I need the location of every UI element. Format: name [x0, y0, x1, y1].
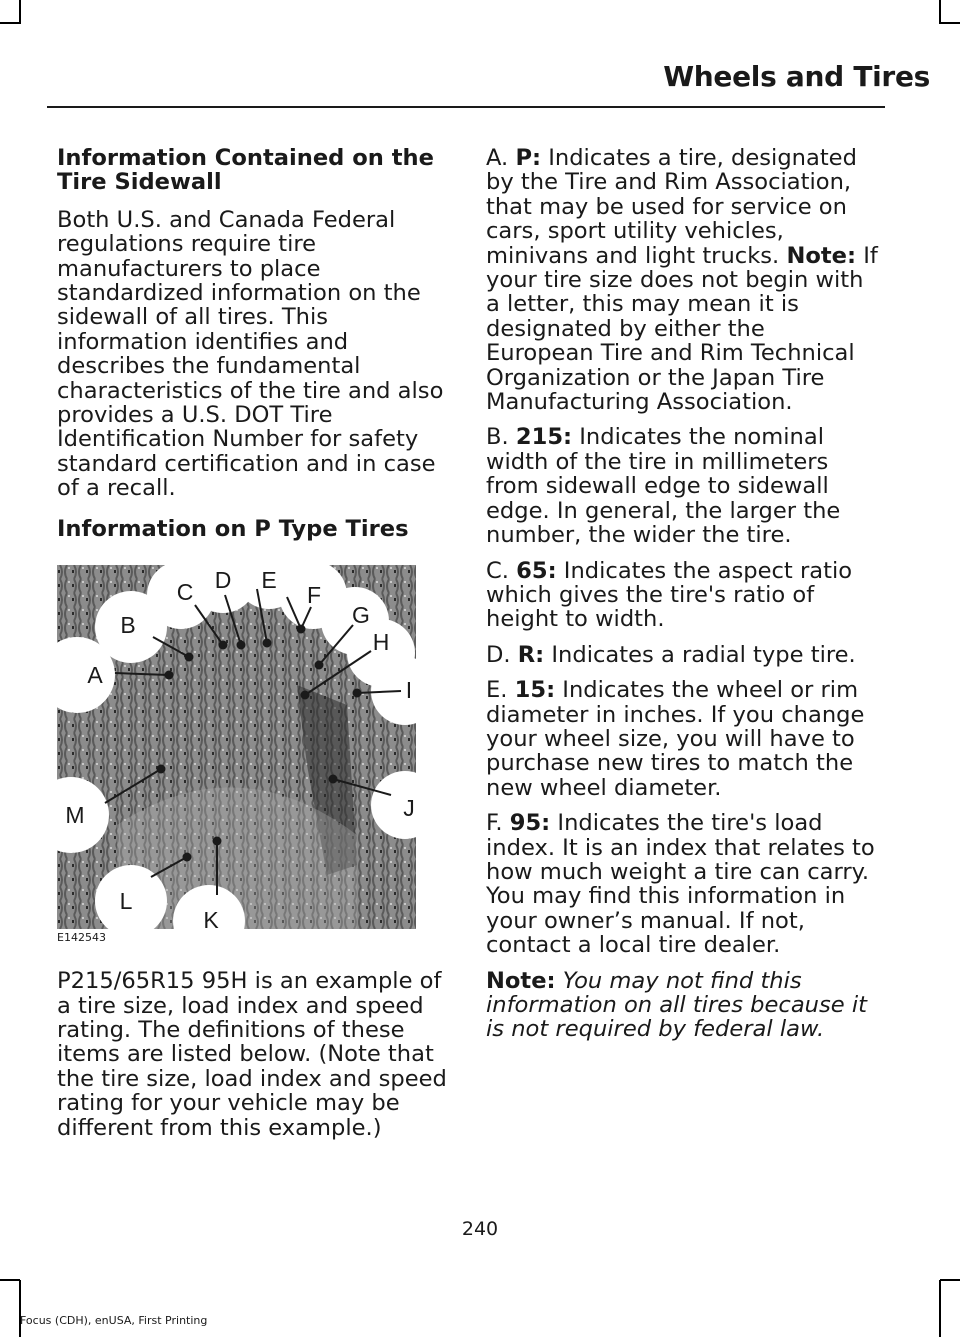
crop-mark: [0, 22, 20, 24]
left-column: [57, 146, 449, 1151]
heading-p-type-tires: Information on P Type Tires: [57, 515, 409, 542]
callout-label: L: [119, 888, 133, 915]
crop-mark: [0, 1279, 20, 1281]
crop-mark: [19, 1280, 21, 1337]
crop-mark: [940, 22, 960, 24]
note-paragraph: Note: You may not find this information on all tires because it is not required by federal law.: [486, 967, 867, 1043]
tire-sidewall-figure: [57, 565, 416, 951]
definition-item: F. 95: Indicates the tire's load index. It is an index that relates to how much weight a tire can carry. You may find this information in your owner’s manual. If not, contact a local tire dealer.: [486, 810, 875, 959]
callout-label: E: [261, 567, 277, 594]
callout-label: F: [306, 582, 322, 609]
callout-label: M: [65, 802, 85, 829]
tire-illustration: [57, 565, 416, 929]
definition-item: D. R: Indicates a radial type tire.: [486, 641, 856, 668]
heading-sidewall-info: Information Contained on the Tire Sidewall: [57, 145, 434, 196]
crop-mark: [939, 1280, 941, 1337]
section-title: Wheels and Tires: [663, 60, 930, 93]
header-divider: [47, 106, 885, 108]
callout-label: J: [403, 795, 415, 822]
callout-label: A: [87, 662, 103, 689]
paragraph-regulations: Both U.S. and Canada Federal regulations require tire manufacturers to place standardized information on the sidewall of all tires. This information identifies and describes the fundamental characteristics of the tire and also provides a U.S. DOT Tire Identification Number for safety standard certification and in case of a recall.: [57, 206, 444, 502]
right-column: [486, 146, 878, 1053]
paragraph-example: P215/65R15 95H is an example of a tire size, load index and speed rating. The definitions of these items are listed below. (Note that the tire size, load index and speed rating for your vehicle may be different from this example.): [57, 968, 447, 1141]
figure-id-label: E142543: [57, 931, 106, 945]
callout-label: H: [372, 629, 390, 656]
definition-item: B. 215: Indicates the nominal width of the tire in millimeters from sidewall edge to sidewall edge. In general, the larger the number, the wider the tire.: [486, 424, 841, 549]
callout-label: I: [405, 677, 413, 704]
definition-item: E. 15: Indicates the wheel or rim diameter in inches. If you change your wheel size, you will have to purchase new tires to match the new wheel diameter.: [486, 677, 865, 801]
callout-label: K: [203, 907, 219, 930]
crop-mark: [940, 1279, 960, 1281]
crop-mark: [939, 0, 941, 24]
definition-item: C. 65: Indicates the aspect ratio which gives the tire's ratio of height to width.: [486, 557, 853, 633]
publication-info: Focus (CDH), enUSA, First Printing: [20, 1314, 208, 1327]
callout-label: B: [120, 612, 136, 639]
crop-mark: [19, 0, 21, 24]
callout-label: G: [352, 602, 370, 629]
page-number: 240: [461, 1218, 499, 1240]
callout-label: D: [214, 567, 232, 594]
callout-label: C: [176, 579, 194, 606]
definition-item: A. P: Indicates a tire, designated by the Tire and Rim Association, that may be used for service on cars, sport utility vehicles, minivans and light trucks. Note: If your tire size does not begin with a letter, this may mean it is designated by either the European Tire and Rim Technical Organization or the Japan Tire Manufacturing Association.: [486, 145, 878, 416]
